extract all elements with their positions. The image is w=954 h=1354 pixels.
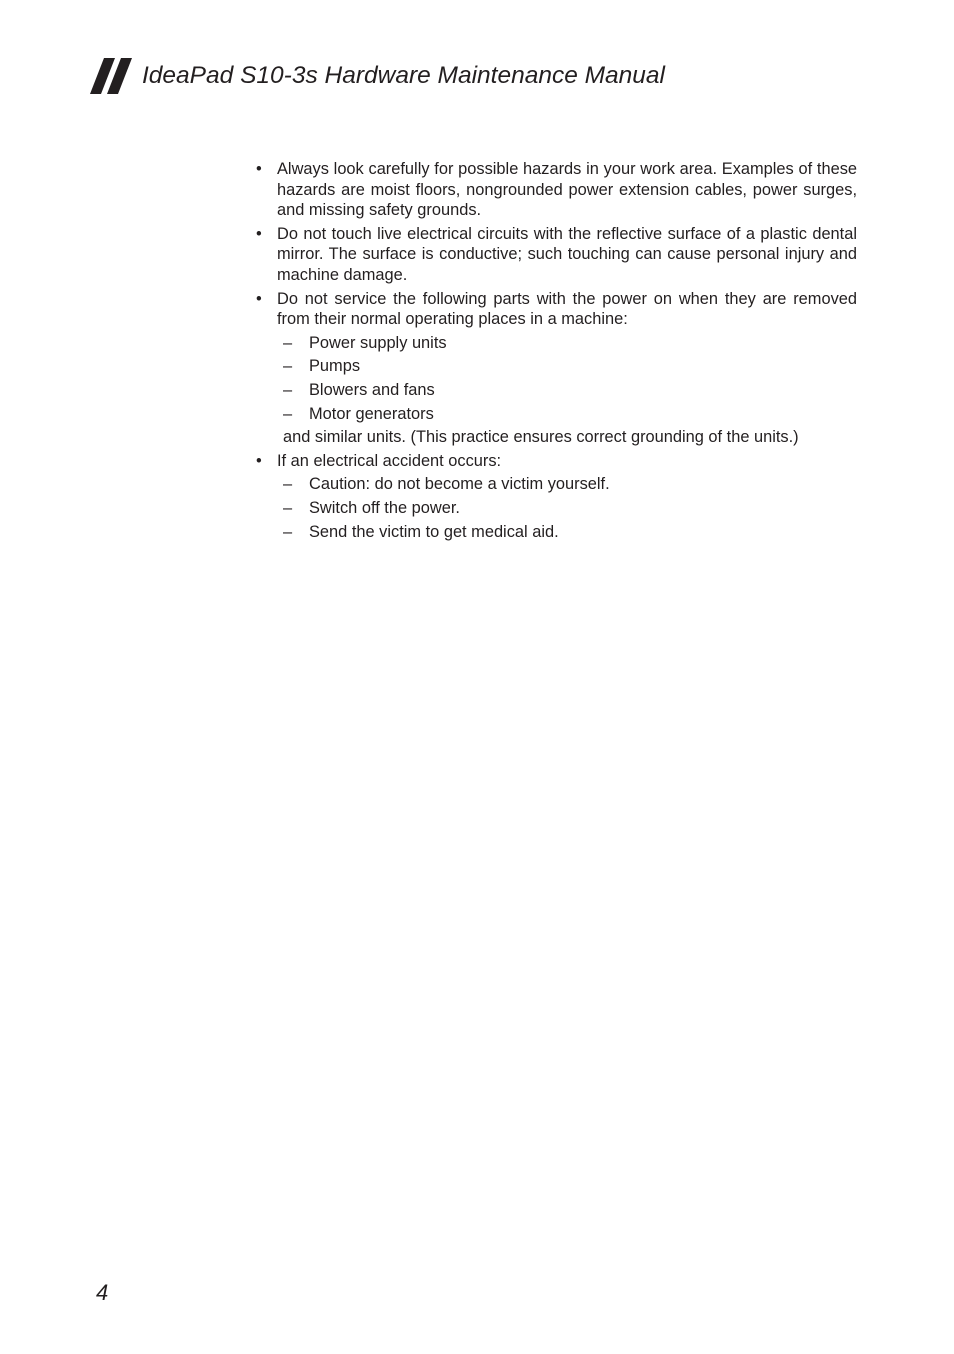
bullet-marker: •	[256, 451, 262, 470]
dash-marker: –	[283, 404, 293, 423]
sublist-item-text: Power supply units	[309, 333, 447, 352]
list-item-text: Do not touch live electrical circuits with the reflective surface of a plastic dental mirror. The surface is conductive; such touching can cause personal injury and machine damage.	[277, 224, 857, 284]
dash-marker: –	[283, 475, 293, 494]
bullet-marker: •	[256, 160, 262, 178]
sublist-parts	[255, 333, 857, 448]
sublist-item-text: Motor generators	[309, 404, 434, 423]
manual-title: IdeaPad S10-3s Hardware Maintenance Manual	[142, 62, 665, 89]
sublist-item	[255, 522, 857, 543]
sublist-item-text: Blowers and fans	[309, 380, 435, 399]
continuation-text: and similar units. (This practice ensures correct grounding of the units.)	[283, 428, 799, 447]
bullet-marker: •	[256, 289, 262, 308]
sublist-item	[255, 474, 857, 495]
page-number: 4	[96, 1280, 109, 1305]
dash-marker: –	[283, 357, 293, 376]
list-item-text: Do not service the following parts with the power on when they are removed from their normal operating places in a machine:	[277, 289, 857, 329]
list-item	[255, 451, 857, 472]
sublist-item	[255, 404, 857, 425]
sublist-item	[255, 380, 857, 401]
list-item-text: Always look carefully for possible hazards in your work area. Examples of these hazards are moist floors, nongrounded power extension cables, power surges, and missing safety grounds.	[277, 160, 857, 220]
list-item	[255, 224, 857, 286]
sublist-accident-steps	[255, 474, 857, 542]
dash-marker: –	[283, 380, 293, 399]
sublist-item	[255, 498, 857, 519]
list-item	[255, 289, 857, 330]
dash-marker: –	[283, 498, 293, 517]
dash-marker: –	[283, 333, 293, 352]
bullet-marker: •	[256, 224, 262, 243]
sublist-item	[255, 356, 857, 377]
page-header	[90, 58, 665, 94]
dash-marker: –	[283, 522, 293, 541]
sublist-item-text: Switch off the power.	[309, 498, 460, 517]
sublist-item	[255, 333, 857, 354]
list-item	[255, 159, 857, 221]
list-item-text: If an electrical accident occurs:	[277, 451, 502, 470]
sublist-item-text: Pumps	[309, 357, 361, 376]
safety-list	[255, 159, 857, 545]
sublist-item-text: Caution: do not become a victim yourself.	[309, 475, 610, 494]
double-slash-logo-icon	[90, 58, 136, 94]
sublist-item-text: Send the victim to get medical aid.	[309, 522, 559, 541]
